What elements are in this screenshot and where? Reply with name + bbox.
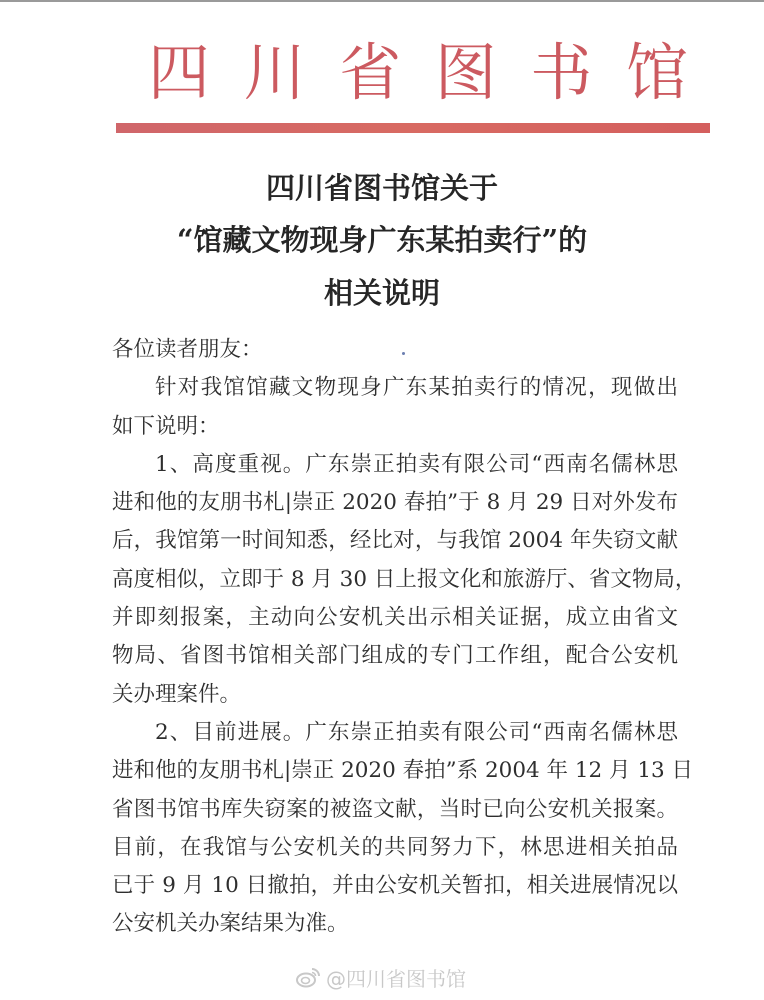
text-line: 后，我馆第一时间知悉，经比对，与我馆 2004 年失窃文献 <box>112 528 678 554</box>
masthead-char: 馆 <box>625 36 688 109</box>
text-line: 1、高度重视。广东崇正拍卖有限公司“西南名儒林思 <box>155 451 678 477</box>
masthead-char: 图 <box>434 36 497 109</box>
text-line: 并即刻报案，主动向公安机关出示相关证据，成立由省文 <box>112 605 678 631</box>
text-line: 2、目前进展。广东崇正拍卖有限公司“西南名儒林思 <box>155 719 678 745</box>
text-line: 目前，在我馆与公安机关的共同努力下，林思进相关拍品 <box>112 834 678 860</box>
text-line: 关办理案件。 <box>112 681 242 707</box>
section-2-paragraph <box>112 714 694 944</box>
salutation-text: 各位读者朋友： <box>112 337 263 362</box>
text-line: 高度相似，立即于 8 月 30 日上报文化和旅游厅、省文物局， <box>112 566 697 592</box>
document-title-line-1: 四川省图书馆关于 <box>265 171 498 205</box>
library-masthead <box>148 38 688 108</box>
weibo-watermark <box>296 964 466 990</box>
document-title-line-3: 相关说明 <box>323 276 440 310</box>
masthead-red-rule <box>116 123 710 133</box>
masthead-char: 四 <box>148 36 211 109</box>
salutation <box>112 331 678 369</box>
intro-paragraph <box>112 369 678 446</box>
masthead-char: 省 <box>339 36 402 109</box>
scan-top-border <box>0 0 764 2</box>
text-line: 进和他的友朋书札|崇正 2020 春拍”于 8 月 29 日对外发布 <box>112 490 678 516</box>
document-body <box>112 331 697 944</box>
text-line: 公安机关办案结果为准。 <box>112 911 349 937</box>
text-line: 省图书馆书库失窃案的被盗文献，当时已向公安机关报案。 <box>112 796 678 822</box>
weibo-icon <box>296 966 322 988</box>
text-line: 已于 9 月 10 日撤拍，并由公安机关暂扣，相关进展情况以 <box>112 873 678 899</box>
text-line: 如下说明： <box>112 413 220 439</box>
section-1-paragraph <box>112 446 697 714</box>
masthead-char: 书 <box>530 36 593 109</box>
text-line: 进和他的友朋书札|崇正 2020 春拍”系 2004 年 12 月 13 日 <box>112 758 694 784</box>
text-line: 物局、省图书馆相关部门组成的专门工作组，配合公安机 <box>112 643 678 669</box>
document-title-line-2: “馆藏文物现身广东某拍卖行”的 <box>176 223 588 257</box>
text-line: 针对我馆馆藏文物现身广东某拍卖行的情况，现做出 <box>155 375 678 401</box>
masthead-char: 川 <box>243 36 306 109</box>
watermark-text: @四川省图书馆 <box>326 966 466 991</box>
